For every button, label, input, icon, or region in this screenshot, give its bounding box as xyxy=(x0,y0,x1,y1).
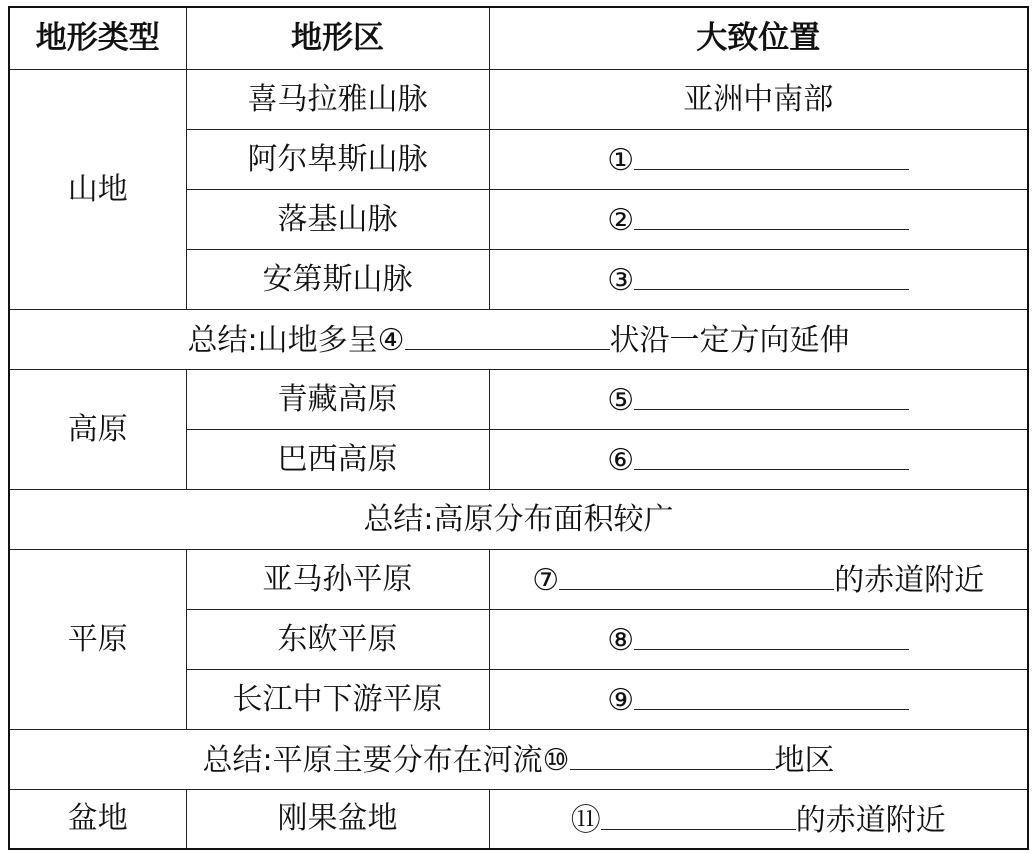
answer-blank[interactable] xyxy=(634,441,909,470)
type-cell-mountain: 山地 xyxy=(9,69,186,309)
table-row xyxy=(9,69,1028,129)
header-type: 地形类型 xyxy=(9,7,186,69)
table-row xyxy=(9,789,1028,849)
answer-blank[interactable] xyxy=(559,561,834,590)
region-cell: 青藏高原 xyxy=(186,369,489,429)
landform-table xyxy=(8,6,1029,850)
header-row xyxy=(9,7,1028,69)
blank-marker: ⑥ xyxy=(607,443,635,478)
region-cell: 东欧平原 xyxy=(186,609,489,669)
answer-blank[interactable] xyxy=(634,201,909,230)
answer-blank[interactable] xyxy=(405,321,610,350)
summary-suffix: 地区 xyxy=(774,743,835,778)
region-cell: 长江中下游平原 xyxy=(186,669,489,729)
header-region: 地形区 xyxy=(186,7,489,69)
location-cell: 亚洲中南部 xyxy=(489,69,1028,129)
type-cell-basin: 盆地 xyxy=(9,789,186,849)
table-row xyxy=(9,369,1028,429)
blank-marker: ① xyxy=(607,143,635,178)
blank-marker: ⑨ xyxy=(607,683,635,718)
location-cell xyxy=(489,369,1028,429)
summary-row xyxy=(9,309,1028,369)
region-cell: 喜马拉雅山脉 xyxy=(186,69,489,129)
location-cell xyxy=(489,669,1028,729)
type-cell-plain: 平原 xyxy=(9,549,186,729)
answer-blank[interactable] xyxy=(634,381,909,410)
blank-marker: ② xyxy=(607,203,635,238)
region-cell: 安第斯山脉 xyxy=(186,249,489,309)
region-cell: 巴西高原 xyxy=(186,429,489,489)
region-cell: 阿尔卑斯山脉 xyxy=(186,129,489,189)
region-cell: 落基山脉 xyxy=(186,189,489,249)
blank-marker: ⑦ xyxy=(532,563,560,598)
answer-blank[interactable] xyxy=(601,801,796,830)
summary-prefix: 总结:山地多呈④ xyxy=(187,323,405,358)
answer-blank[interactable] xyxy=(634,141,909,170)
location-cell xyxy=(489,129,1028,189)
blank-marker: ③ xyxy=(607,263,635,298)
answer-blank[interactable] xyxy=(634,261,909,290)
blank-marker: ⑧ xyxy=(607,623,635,658)
location-suffix: 的赤道附近 xyxy=(834,563,985,598)
location-suffix: 的赤道附近 xyxy=(795,802,946,838)
answer-blank[interactable] xyxy=(634,621,909,650)
location-cell xyxy=(489,549,1028,609)
table-row xyxy=(9,549,1028,609)
blank-marker: ⑤ xyxy=(607,383,635,418)
summary-row xyxy=(9,489,1028,549)
location-cell xyxy=(489,189,1028,249)
summary-cell-plain xyxy=(9,729,1028,789)
answer-blank[interactable] xyxy=(634,681,909,710)
location-cell xyxy=(489,429,1028,489)
location-cell xyxy=(489,249,1028,309)
summary-suffix: 状沿一定方向延伸 xyxy=(609,323,850,358)
region-cell: 刚果盆地 xyxy=(186,789,489,849)
summary-cell-mountain xyxy=(9,309,1028,369)
summary-cell-plateau: 总结:高原分布面积较广 xyxy=(9,489,1028,549)
blank-marker: ⑪ xyxy=(570,802,601,838)
type-cell-plateau: 高原 xyxy=(9,369,186,489)
answer-blank[interactable] xyxy=(570,741,775,770)
summary-prefix: 总结:平原主要分布在河流⑩ xyxy=(202,743,570,778)
location-cell xyxy=(489,789,1028,849)
summary-row xyxy=(9,729,1028,789)
header-location: 大致位置 xyxy=(489,7,1028,69)
region-cell: 亚马孙平原 xyxy=(186,549,489,609)
location-cell xyxy=(489,609,1028,669)
